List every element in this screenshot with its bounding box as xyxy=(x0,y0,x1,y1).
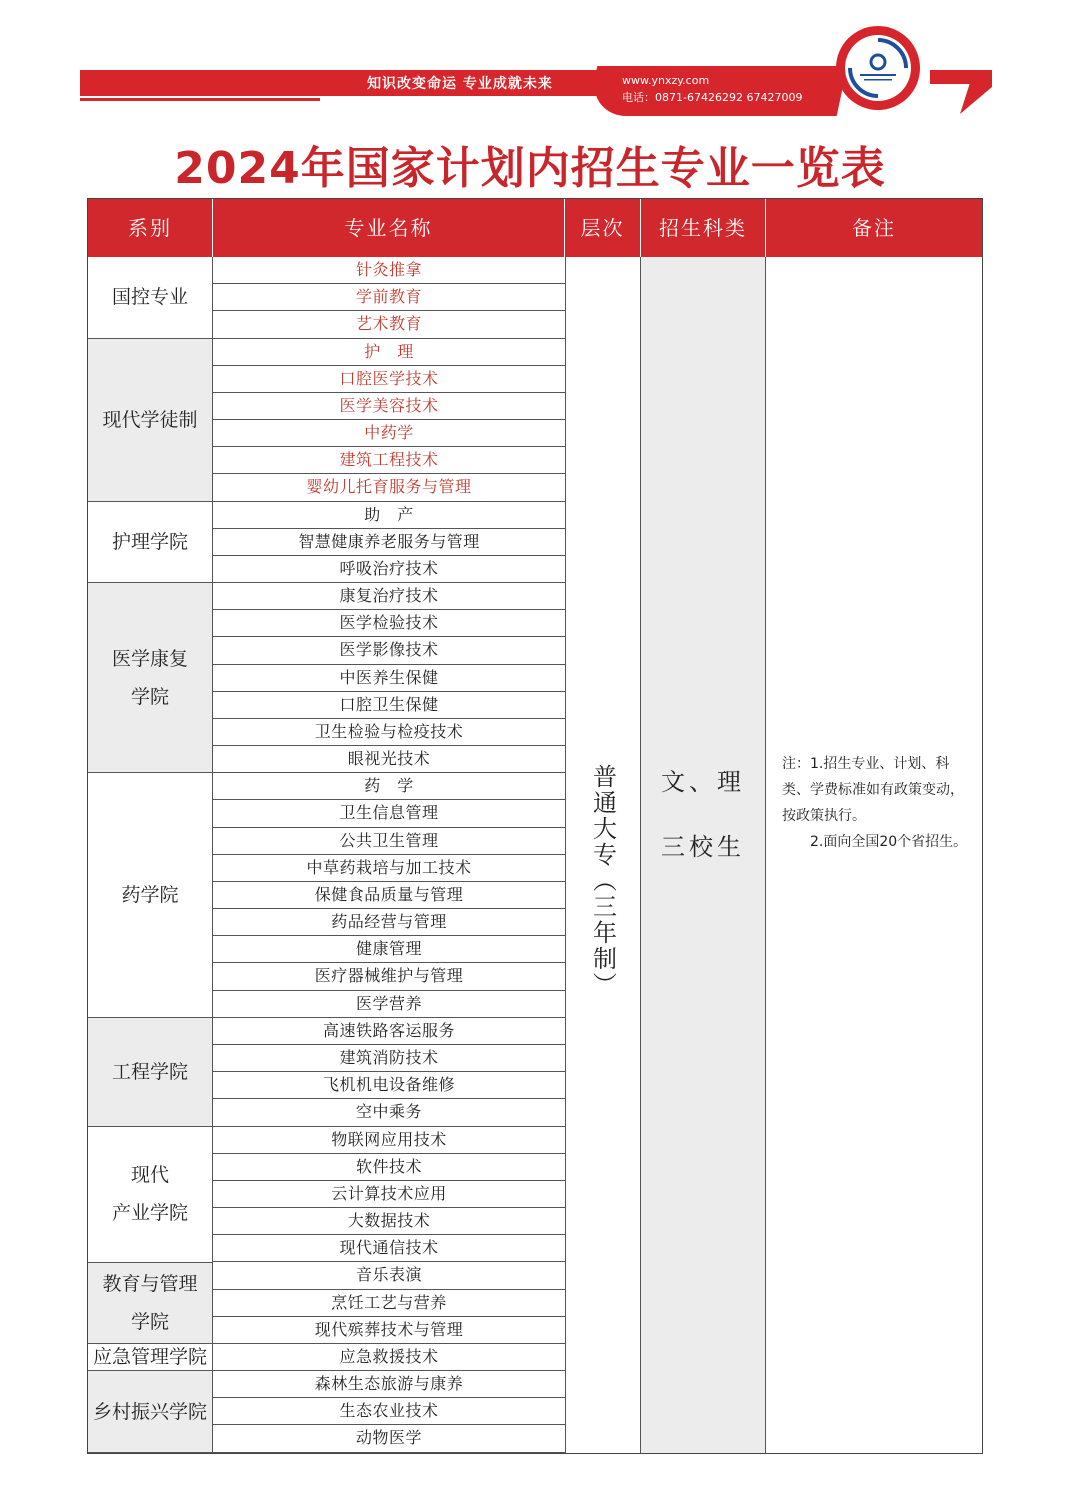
major-row: 中草药栽培与加工技术 xyxy=(213,855,565,882)
category-column xyxy=(641,257,766,1453)
level-text: 普通大专（三年制） xyxy=(588,764,617,998)
major-row: 大数据技术 xyxy=(213,1208,565,1235)
phone-text: 电话：0871-67426292 67427009 xyxy=(622,91,803,104)
major-row: 健康管理 xyxy=(213,936,565,963)
major-row: 医学影像技术 xyxy=(213,637,565,664)
department-name: 医学康复 学院 xyxy=(111,647,188,708)
category-line-1: 文、理 xyxy=(661,768,745,796)
slogan: 知识改变命运 专业成就未来 xyxy=(367,76,553,92)
department-cell xyxy=(88,257,213,339)
major-row: 应急救援技术 xyxy=(213,1344,565,1371)
category-line-2: 三校生 xyxy=(661,833,745,861)
major-row: 卫生信息管理 xyxy=(213,800,565,827)
major-row: 康复治疗技术 xyxy=(213,583,565,610)
notes-column xyxy=(766,257,982,1453)
contact-info xyxy=(622,72,842,106)
major-row: 音乐表演 xyxy=(213,1262,565,1289)
major-row: 医学营养 xyxy=(213,991,565,1018)
major-row: 森林生态旅游与康养 xyxy=(213,1371,565,1398)
major-row: 中药学 xyxy=(213,420,565,447)
department-name: 现代学徒制 xyxy=(102,408,198,431)
department-cell xyxy=(88,773,213,1018)
department-name: 现代 产业学院 xyxy=(111,1164,188,1225)
major-row: 高速铁路客运服务 xyxy=(213,1018,565,1045)
website-text: www.ynxzy.com xyxy=(622,74,710,87)
major-row: 软件技术 xyxy=(213,1154,565,1181)
major-column xyxy=(213,257,565,1453)
major-row: 建筑消防技术 xyxy=(213,1045,565,1072)
department-name: 工程学院 xyxy=(111,1060,188,1083)
header-dept: 系别 xyxy=(88,199,213,257)
major-row: 卫生检验与检疫技术 xyxy=(213,719,565,746)
department-name: 国控专业 xyxy=(111,286,188,309)
major-row: 学前教育 xyxy=(213,284,565,311)
major-row: 医学美容技术 xyxy=(213,393,565,420)
header-notes: 备注 xyxy=(766,199,982,257)
major-row: 保健食品质量与管理 xyxy=(213,882,565,909)
major-row: 空中乘务 xyxy=(213,1099,565,1126)
major-row: 医学检验技术 xyxy=(213,610,565,637)
major-row: 云计算技术应用 xyxy=(213,1181,565,1208)
major-row: 呼吸治疗技术 xyxy=(213,556,565,583)
header-major: 专业名称 xyxy=(213,199,565,257)
majors-table xyxy=(87,198,983,1454)
major-row: 飞机机电设备维修 xyxy=(213,1072,565,1099)
banner-stripe-right-tail xyxy=(960,84,992,114)
department-name: 护理学院 xyxy=(111,530,188,553)
major-row: 动物医学 xyxy=(213,1425,565,1452)
department-name: 教育与管理 学院 xyxy=(102,1272,198,1333)
header-level: 层次 xyxy=(565,199,641,257)
note-line-1: 注：1.招生专业、计划、科类、学费标准如有政策变动，按政策执行。 xyxy=(782,756,964,824)
major-row: 建筑工程技术 xyxy=(213,447,565,474)
major-row: 口腔医学技术 xyxy=(213,366,565,393)
note-line-2: 2.面向全国20个省招生。 xyxy=(810,834,968,850)
department-cell xyxy=(88,502,213,584)
note-text xyxy=(782,751,974,855)
major-row: 护 理 xyxy=(213,339,565,366)
major-row: 药 学 xyxy=(213,773,565,800)
major-row: 婴幼儿托育服务与管理 xyxy=(213,474,565,501)
major-row: 中医养生保健 xyxy=(213,665,565,692)
major-row: 智慧健康养老服务与管理 xyxy=(213,529,565,556)
department-name: 应急管理学院 xyxy=(92,1346,207,1369)
major-row: 医疗器械维护与管理 xyxy=(213,963,565,990)
major-row: 烹饪工艺与营养 xyxy=(213,1290,565,1317)
major-row: 公共卫生管理 xyxy=(213,828,565,855)
department-cell xyxy=(88,1018,213,1127)
department-name: 药学院 xyxy=(121,884,179,907)
department-cell xyxy=(88,339,213,502)
major-row: 针灸推拿 xyxy=(213,257,565,284)
department-cell xyxy=(88,1127,213,1263)
major-row: 艺术教育 xyxy=(213,311,565,338)
banner-stripe-right xyxy=(930,70,992,84)
major-row: 药品经营与管理 xyxy=(213,909,565,936)
department-cell xyxy=(88,1371,213,1453)
header-category: 招生科类 xyxy=(641,199,766,257)
page-title: 2024年国家计划内招生专业一览表 xyxy=(174,143,886,194)
major-row: 助 产 xyxy=(213,502,565,529)
department-cell xyxy=(88,583,213,773)
level-column xyxy=(565,257,641,1453)
school-logo-icon xyxy=(832,22,924,114)
major-row: 眼视光技术 xyxy=(213,746,565,773)
major-row: 口腔卫生保健 xyxy=(213,692,565,719)
major-row: 现代通信技术 xyxy=(213,1235,565,1262)
department-cell xyxy=(88,1263,213,1345)
department-cell xyxy=(88,1344,213,1371)
department-name: 乡村振兴学院 xyxy=(92,1400,207,1423)
major-row: 生态农业技术 xyxy=(213,1398,565,1425)
major-row: 物联网应用技术 xyxy=(213,1127,565,1154)
major-row: 现代殡葬技术与管理 xyxy=(213,1317,565,1344)
